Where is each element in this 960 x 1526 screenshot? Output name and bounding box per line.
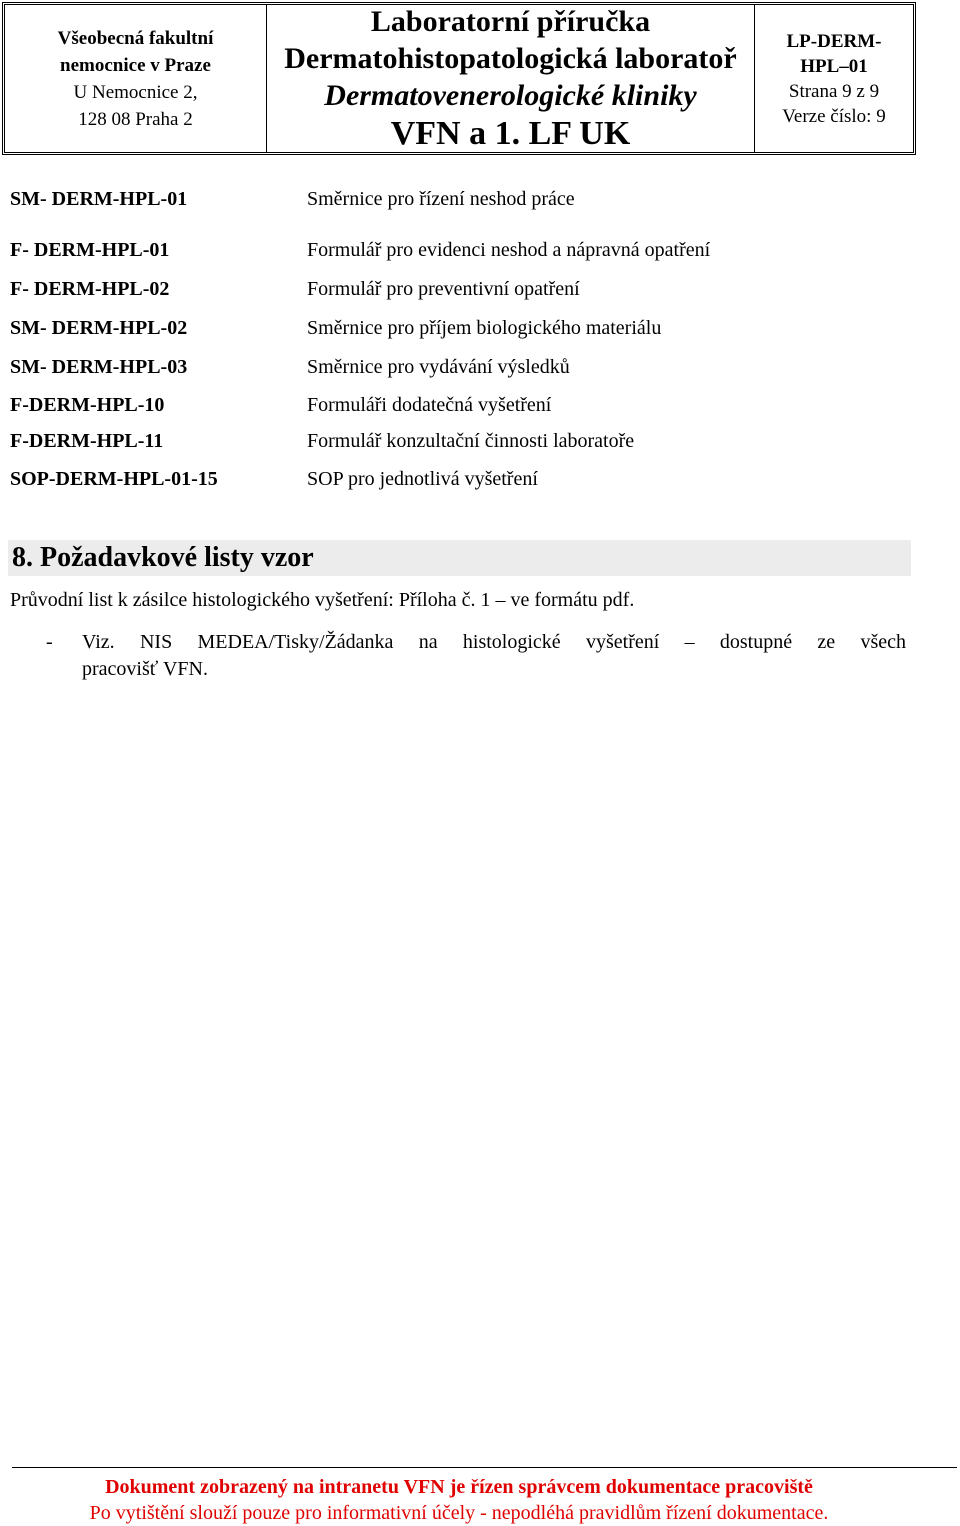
reference-code: F- DERM-HPL-01 [10, 238, 170, 261]
address-line1: U Nemocnice 2, [73, 81, 198, 103]
list-item [46, 629, 906, 683]
title-cell [267, 5, 755, 152]
list-item-text-line2: pracovišť VFN. [82, 658, 208, 680]
version-number: Verze číslo: 9 [782, 105, 886, 127]
reference-description: Formulář pro preventivní opatření [307, 277, 580, 300]
reference-description: Formulář konzultační činnosti laboratoře [307, 429, 635, 452]
list-item-text-line1: Viz. NIS MEDEA/Tisky/Žádanka na histologické vyšetření – dostupné ze všech [82, 631, 906, 653]
reference-code: SM- DERM-HPL-02 [10, 316, 188, 339]
reference-description: Formulář pro evidenci neshod a nápravná opatření [307, 238, 711, 261]
doc-code-line1: LP-DERM- [786, 30, 882, 52]
reference-code: SM- DERM-HPL-01 [10, 187, 188, 210]
reference-description: Směrnice pro příjem biologického materiálu [307, 316, 662, 339]
doc-code-line2: HPL–01 [800, 55, 868, 77]
org-name-line2: nemocnice v Praze [60, 54, 211, 76]
list-bullet: - [46, 631, 53, 653]
reference-description: Směrnice pro řízení neshod práce [307, 187, 575, 210]
doc-info-cell [755, 5, 913, 152]
reference-code: F-DERM-HPL-11 [10, 429, 164, 452]
reference-row [10, 390, 910, 420]
address-line2: 128 08 Praha 2 [78, 108, 193, 130]
reference-code: F-DERM-HPL-10 [10, 393, 165, 416]
title-line3: Dermatovenerologické kliniky [324, 79, 697, 112]
organization-cell [5, 5, 267, 152]
reference-description: SOP pro jednotlivá vyšetření [307, 467, 538, 490]
reference-row [10, 274, 910, 304]
reference-description: Formuláři dodatečná vyšetření [307, 393, 552, 416]
reference-code: F- DERM-HPL-02 [10, 277, 170, 300]
title-line2: Dermatohistopatologická laboratoř [284, 42, 737, 75]
reference-description: Směrnice pro vydávání výsledků [307, 355, 570, 378]
title-line4: VFN a 1. LF UK [390, 115, 631, 152]
footer-notice-line1: Dokument zobrazený na intranetu VFN je řízen správcem dokumentace pracoviště [105, 1476, 813, 1498]
reference-row [10, 313, 910, 343]
footer-notice-line2: Po vytištění slouží pouze pro informativní účely - nepodléhá pravidlům řízení dokumentace. [89, 1502, 829, 1524]
org-name-line1: Všeobecná fakultní [57, 27, 214, 49]
footer-divider [12, 1467, 957, 1468]
section-paragraph: Průvodní list k zásilce histologického vyšetření: Příloha č. 1 – ve formátu pdf. [10, 589, 635, 611]
reference-row [10, 464, 910, 494]
reference-row [10, 235, 910, 265]
reference-row [10, 184, 910, 214]
reference-row [10, 352, 910, 382]
title-line1: Laboratorní příručka [370, 5, 651, 38]
reference-code: SM- DERM-HPL-03 [10, 355, 188, 378]
reference-code: SOP-DERM-HPL-01-15 [10, 467, 218, 490]
page-number: Strana 9 z 9 [788, 80, 880, 102]
document-header [2, 2, 916, 155]
reference-row [10, 426, 910, 456]
section-heading: 8. Požadavkové listy vzor [8, 540, 911, 576]
